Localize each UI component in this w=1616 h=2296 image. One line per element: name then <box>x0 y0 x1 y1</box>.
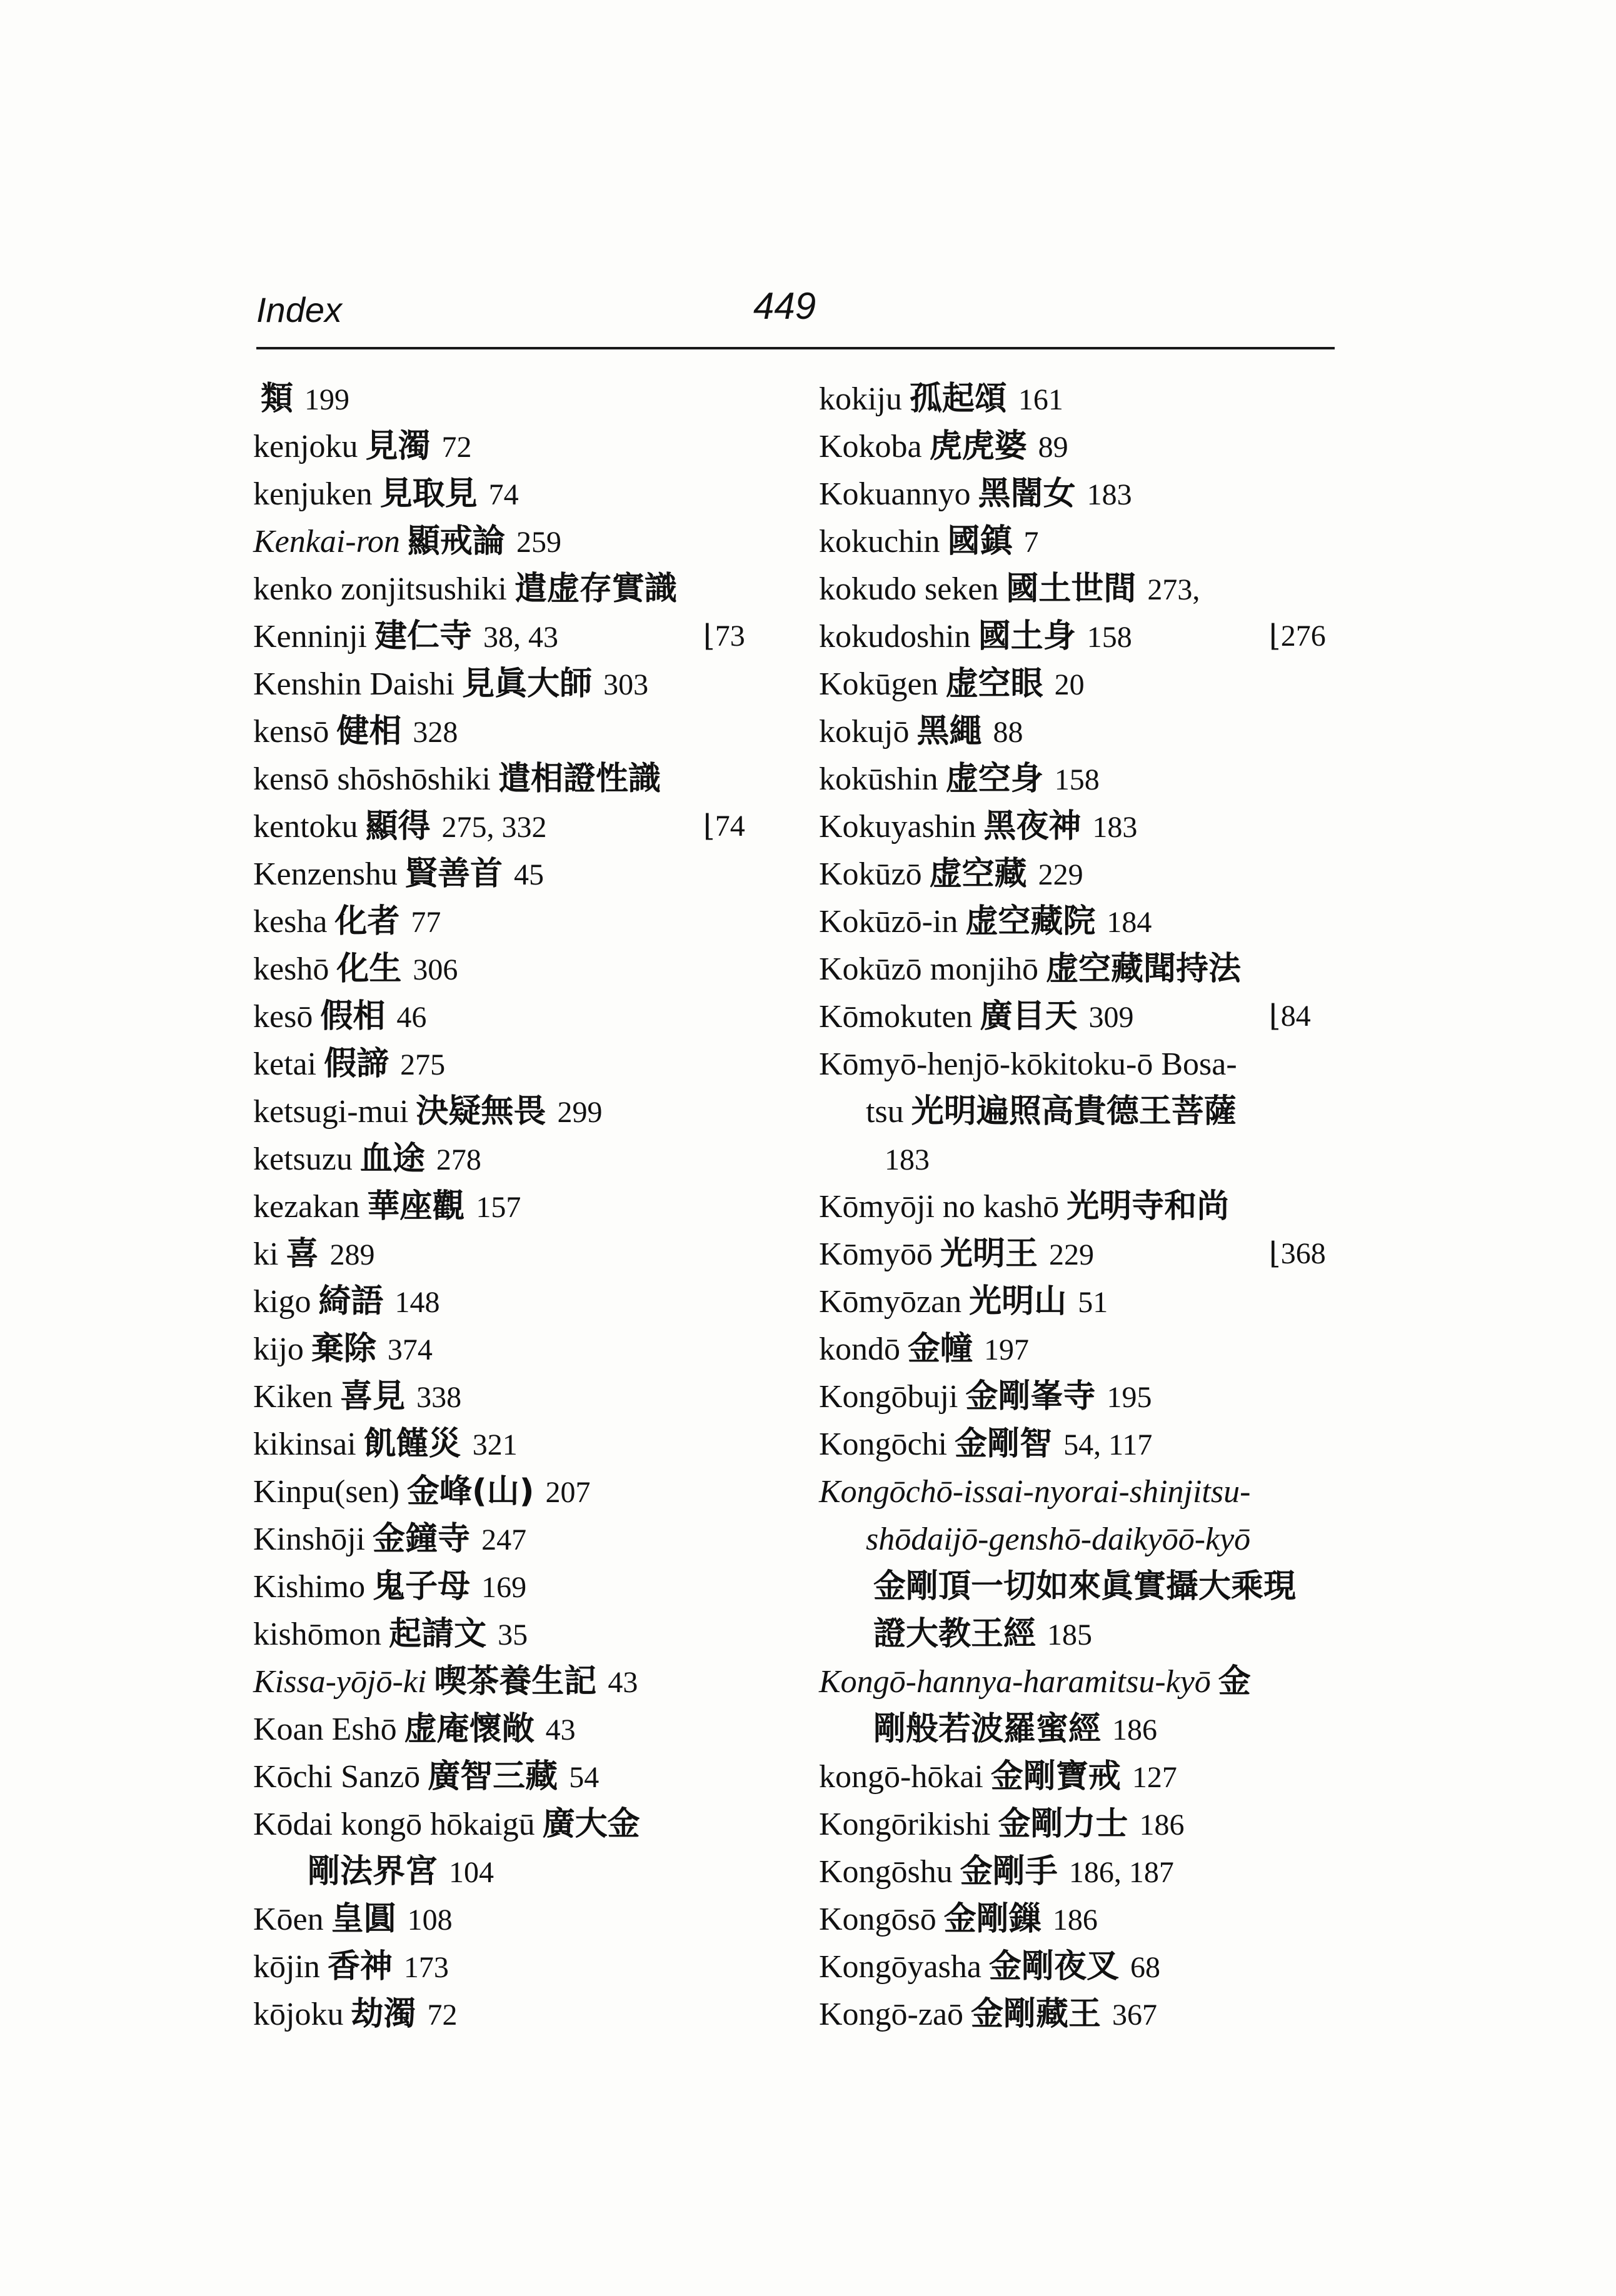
entry-page-ref: 183 <box>1087 478 1132 511</box>
entry-kanji: 光明寺和尚 <box>1066 1188 1230 1225</box>
entry-kanji: 金剛鏁 <box>943 1900 1041 1938</box>
entry-kanji: 光明王 <box>940 1235 1038 1273</box>
index-entry <box>819 1088 1369 1135</box>
entry-term: kondō <box>819 1331 900 1367</box>
entry-term: Kiken <box>253 1379 333 1415</box>
entry-page-ref: 259 <box>516 526 561 559</box>
entry-term: Koan Eshō <box>253 1712 397 1747</box>
index-entry <box>253 898 878 945</box>
entry-term: kōjin <box>253 1949 320 1985</box>
entry-term: Kokuyashin <box>819 809 976 845</box>
entry-kanji: 飢饉災 <box>363 1425 461 1463</box>
entry-term: Kissa-yōjō-ki <box>253 1664 427 1700</box>
entry-kanji: 血途 <box>359 1140 425 1178</box>
entry-kanji: 香神 <box>327 1948 393 1985</box>
entry-page-ref: 35 <box>498 1618 528 1652</box>
entry-page-ref: 185 <box>1047 1618 1093 1652</box>
index-column-right <box>819 375 1369 2038</box>
entry-page-ref: 289 <box>329 1238 375 1271</box>
index-entry <box>819 1563 1369 1610</box>
entry-page-ref: 275, 332 <box>441 811 547 844</box>
entry-kanji: 顯戒論 <box>407 523 505 560</box>
entry-term: kigo <box>253 1284 311 1320</box>
entry-page-ref: 158 <box>1054 763 1100 796</box>
index-entry <box>819 1420 1369 1468</box>
index-entry <box>819 1135 1369 1183</box>
entry-term: kenko zonjitsushiki <box>253 571 507 607</box>
index-entry <box>253 1325 878 1373</box>
entry-page-ref: 303 <box>603 668 649 701</box>
index-entry <box>819 423 1369 470</box>
entry-page-ref: 173 <box>403 1951 449 1984</box>
index-entry <box>819 898 1369 945</box>
entry-page-ref: 108 <box>407 1903 453 1937</box>
entry-term: Kongōrikishi <box>819 1807 991 1842</box>
entry-term: keshō <box>253 951 329 987</box>
entry-kanji: 虚空藏院 <box>965 903 1096 940</box>
entry-kanji: 虚空眼 <box>945 665 1043 703</box>
index-entry <box>253 993 878 1040</box>
index-entry <box>819 1610 1369 1658</box>
index-entry <box>253 375 878 423</box>
entry-term: Kongōbuji <box>819 1379 958 1415</box>
entry-kanji: 國土世間 <box>1006 570 1137 608</box>
entry-kanji: 金剛頂一切如來眞實攝大乘現 <box>873 1568 1297 1605</box>
index-entry <box>819 1278 1369 1325</box>
entry-page-ref: 328 <box>413 716 458 749</box>
index-entry <box>253 708 878 755</box>
entry-page-ref: 7 <box>1023 526 1039 559</box>
index-entry <box>253 613 878 660</box>
entry-kanji: 顯得 <box>365 808 431 845</box>
entry-term: shōdaijō-genshō-daikyōō-kyō <box>866 1521 1251 1557</box>
entry-page-ref: 299 <box>557 1096 603 1129</box>
entry-kanji: 虚空身 <box>945 760 1043 798</box>
entry-kanji: 化者 <box>334 903 400 940</box>
index-entry <box>819 1753 1369 1800</box>
entry-kanji: 金剛峯寺 <box>965 1378 1096 1415</box>
entry-term: kokūshin <box>819 761 938 797</box>
entry-page-ref: 104 <box>449 1856 494 1889</box>
entry-page-ref: 278 <box>436 1143 481 1176</box>
entry-page-ref: 186 <box>1112 1713 1158 1747</box>
index-entry <box>819 708 1369 755</box>
running-header <box>256 284 1335 349</box>
entry-page-ref: 186, 187 <box>1068 1856 1174 1889</box>
entry-term: Kokūgen <box>819 666 938 702</box>
header-title: Index <box>256 290 342 329</box>
index-entry <box>253 1278 878 1325</box>
entry-term: Kokuannyo <box>819 476 971 512</box>
entry-page-ref: 306 <box>413 953 458 986</box>
index-entry <box>253 1515 878 1563</box>
entry-page-ref: 321 <box>472 1428 518 1461</box>
entry-term: Kokūzō monjihō <box>819 951 1038 987</box>
entry-term: Kongō-hannya-haramitsu-kyō <box>819 1664 1211 1700</box>
entry-kanji: 決疑無畏 <box>416 1093 546 1130</box>
index-entry <box>819 993 1369 1040</box>
entry-page-ref: 127 <box>1132 1761 1177 1794</box>
index-entry <box>819 1468 1369 1515</box>
entry-kanji: 遣相證性識 <box>498 760 661 798</box>
index-entry <box>253 470 878 518</box>
entry-kanji: 孤起頌 <box>909 380 1007 418</box>
index-entry <box>253 1468 878 1515</box>
entry-term: kokujō <box>819 714 910 749</box>
entry-term: kōjoku <box>253 1997 344 2032</box>
index-entry <box>819 1990 1369 2038</box>
entry-term: kesha <box>253 904 328 940</box>
index-entry <box>819 755 1369 803</box>
entry-kanji: 類 <box>261 380 294 418</box>
index-entry <box>819 375 1369 423</box>
index-entry <box>253 1848 878 1895</box>
entry-page-ref: 183 <box>1092 811 1138 844</box>
entry-kanji: 虚空藏聞持法 <box>1045 950 1241 988</box>
entry-page-ref: 77 <box>411 906 441 939</box>
index-entry <box>819 1183 1369 1230</box>
entry-kanji: 虎虎婆 <box>929 428 1027 465</box>
index-entry <box>253 1895 878 1943</box>
entry-term: Kokoba <box>819 429 922 464</box>
index-entry <box>253 565 878 613</box>
entry-kanji: 國土身 <box>978 618 1076 655</box>
entry-kanji: 鬼子母 <box>373 1568 471 1605</box>
entry-kanji: 廣智三藏 <box>428 1758 558 1795</box>
entry-kanji: 光明山 <box>969 1283 1067 1320</box>
entry-kanji: 虚空藏 <box>929 855 1027 893</box>
entry-term: Kōmokuten <box>819 999 973 1035</box>
entry-page-ref: 43 <box>608 1666 638 1699</box>
index-entry <box>253 1943 878 1990</box>
entry-term: tsu <box>866 1094 904 1130</box>
index-entry <box>253 850 878 898</box>
entry-continuation-ref: ⌊368 <box>1269 1237 1326 1270</box>
entry-page-ref: 74 <box>488 478 519 511</box>
entry-page-ref: 161 <box>1018 383 1063 416</box>
entry-page-ref: 229 <box>1038 858 1083 891</box>
entry-kanji: 綺語 <box>318 1283 384 1320</box>
entry-page-ref: 68 <box>1130 1951 1160 1984</box>
entry-kanji: 金鐘寺 <box>373 1520 471 1558</box>
entry-page-ref: 88 <box>993 716 1023 749</box>
index-entry <box>819 470 1369 518</box>
entry-term: kenjoku <box>253 429 358 464</box>
entry-term: Kōmyōō <box>819 1236 933 1272</box>
index-entry <box>253 1705 878 1753</box>
entry-page-ref: 338 <box>416 1381 462 1414</box>
index-entry <box>819 1040 1369 1088</box>
entry-page-ref: 20 <box>1054 668 1085 701</box>
entry-page-ref: 309 <box>1088 1001 1134 1034</box>
entry-kanji: 證大教王經 <box>873 1615 1036 1653</box>
entry-term: Kongō-zaō <box>819 1997 964 2032</box>
entry-term: Kongōchi <box>819 1426 948 1462</box>
entry-kanji: 金剛夜叉 <box>988 1948 1119 1985</box>
entry-kanji: 黑繩 <box>916 713 982 750</box>
index-entry <box>819 1373 1369 1420</box>
entry-term: kenjuken <box>253 476 373 512</box>
index-entry <box>253 1990 878 2038</box>
entry-kanji: 見眞大師 <box>462 665 593 703</box>
index-entry <box>253 1658 878 1705</box>
entry-term: Kishimo <box>253 1569 366 1605</box>
entry-page-ref: 207 <box>545 1476 591 1509</box>
entry-page-ref: 45 <box>514 858 545 891</box>
entry-kanji: 國鎮 <box>947 523 1013 560</box>
entry-kanji: 遣虚存實識 <box>514 570 677 608</box>
entry-term: ketai <box>253 1046 317 1082</box>
entry-page-ref: 51 <box>1078 1286 1108 1319</box>
entry-kanji: 金 <box>1218 1663 1251 1700</box>
entry-kanji: 光明遍照高貴德王菩薩 <box>911 1093 1237 1130</box>
index-entry <box>819 1800 1369 1848</box>
index-entry <box>819 660 1369 708</box>
entry-page-ref: 186 <box>1052 1903 1098 1937</box>
entry-kanji: 健相 <box>336 713 402 750</box>
entry-continuation-ref: ⌊276 <box>1269 619 1326 653</box>
entry-page-ref: 148 <box>394 1286 440 1319</box>
index-entry <box>253 1373 878 1420</box>
entry-kanji: 喜 <box>286 1235 319 1273</box>
entry-term: kikinsai <box>253 1426 356 1462</box>
entry-term: Kongōyasha <box>819 1949 981 1985</box>
entry-term: Kokūzō-in <box>819 904 958 940</box>
index-entry <box>253 1563 878 1610</box>
index-entry <box>253 1800 878 1848</box>
index-entry <box>819 1895 1369 1943</box>
entry-term: kokiju <box>819 381 902 417</box>
entry-page-ref: 229 <box>1049 1238 1095 1271</box>
entry-kanji: 廣大金 <box>542 1805 640 1843</box>
entry-page-ref: 195 <box>1107 1381 1152 1414</box>
entry-term: Kenninji <box>253 619 367 654</box>
entry-term: Kongōsō <box>819 1902 936 1937</box>
entry-term: Kokūzō <box>819 856 922 892</box>
index-entry <box>819 1325 1369 1373</box>
entry-page-ref: 38, 43 <box>483 621 558 654</box>
index-entry <box>819 565 1369 613</box>
entry-term: kezakan <box>253 1189 360 1225</box>
index-column-left <box>253 375 878 2038</box>
entry-term: kentoku <box>253 809 358 845</box>
entry-term: kijo <box>253 1331 304 1367</box>
entry-kanji: 喫茶養生記 <box>434 1663 597 1700</box>
entry-continuation-ref: ⌊74 <box>703 810 745 843</box>
entry-term: Kenshin Daishi <box>253 666 455 702</box>
entry-term: kensō shōshōshiki <box>253 761 491 797</box>
entry-kanji: 廣目天 <box>980 998 1078 1035</box>
entry-page-ref: 43 <box>545 1713 576 1747</box>
entry-kanji: 金剛寶戒 <box>990 1758 1121 1795</box>
entry-term: Kōen <box>253 1902 324 1937</box>
entry-page-ref: 157 <box>476 1191 521 1224</box>
index-entry <box>819 1848 1369 1895</box>
index-entry <box>819 1515 1369 1563</box>
index-entry <box>253 1040 878 1088</box>
entry-term: Kinpu(sen) <box>253 1474 399 1510</box>
index-entry <box>253 1230 878 1278</box>
entry-kanji: 虚庵懷敞 <box>404 1710 534 1748</box>
entry-kanji: 黑闇女 <box>978 475 1076 513</box>
entry-term: kokuchin <box>819 524 940 559</box>
index-entry <box>253 660 878 708</box>
entry-kanji: 見取見 <box>379 475 478 513</box>
entry-page-ref: 273, <box>1147 573 1200 606</box>
page-number: 449 <box>753 285 816 327</box>
entry-kanji: 棄除 <box>311 1330 376 1368</box>
index-entry <box>253 803 878 850</box>
entry-page-ref: 54 <box>569 1761 600 1794</box>
index-entry <box>253 1088 878 1135</box>
entry-page-ref: 367 <box>1112 1998 1158 2032</box>
entry-kanji: 金剛藏王 <box>971 1995 1102 2033</box>
entry-page-ref: 183 <box>885 1143 930 1176</box>
entry-term: ketsugi-mui <box>253 1094 409 1130</box>
entry-term: Kōmyōzan <box>819 1284 962 1320</box>
entry-page-ref: 158 <box>1087 621 1132 654</box>
entry-term: kokudo seken <box>819 571 999 607</box>
entry-term: Kongōchō-issai-nyorai-shinjitsu- <box>819 1474 1251 1510</box>
entry-term: kokudoshin <box>819 619 971 654</box>
entry-kanji: 喜見 <box>340 1378 406 1415</box>
index-entry <box>819 518 1369 565</box>
entry-term: Kōdai kongō hōkaigū <box>253 1807 535 1842</box>
entry-kanji: 金幢 <box>908 1330 973 1368</box>
entry-kanji: 劫濁 <box>351 1995 416 2033</box>
entry-page-ref: 89 <box>1038 431 1068 464</box>
index-entry <box>819 850 1369 898</box>
entry-term: Kongōshu <box>819 1854 953 1890</box>
entry-page-ref: 374 <box>387 1333 433 1366</box>
entry-page-ref: 186 <box>1139 1808 1185 1842</box>
entry-term: ketsuzu <box>253 1141 353 1177</box>
entry-page-ref: 197 <box>984 1333 1030 1366</box>
entry-kanji: 建仁寺 <box>374 618 472 655</box>
entry-page-ref: 72 <box>441 431 472 464</box>
entry-term: kesō <box>253 999 313 1035</box>
entry-kanji: 金剛力士 <box>998 1805 1128 1843</box>
index-entry <box>253 518 878 565</box>
entry-page-ref: 169 <box>481 1571 527 1604</box>
entry-kanji: 化生 <box>336 950 402 988</box>
entry-page-ref: 247 <box>481 1523 527 1557</box>
entry-kanji: 見濁 <box>365 428 431 465</box>
index-entry <box>819 945 1369 993</box>
entry-term: kongō-hōkai <box>819 1759 983 1795</box>
entry-term: Kōchi Sanzō <box>253 1759 421 1795</box>
entry-page-ref: 275 <box>400 1048 446 1081</box>
index-entry <box>253 1610 878 1658</box>
entry-term: kishōmon <box>253 1617 382 1652</box>
index-entry <box>819 803 1369 850</box>
entry-kanji: 剛般若波羅蜜經 <box>873 1710 1102 1748</box>
entry-term: kensō <box>253 714 329 749</box>
index-entry <box>253 1420 878 1468</box>
entry-term: Kenkai-ron <box>253 524 400 559</box>
entry-term: Kenzenshu <box>253 856 398 892</box>
index-entry <box>253 1135 878 1183</box>
index-entry <box>819 1705 1369 1753</box>
entry-kanji: 華座觀 <box>367 1188 465 1225</box>
entry-term: Kōmyō-henjō-kōkitoku-ō Bosa- <box>819 1046 1237 1082</box>
entry-kanji: 黑夜神 <box>983 808 1082 845</box>
entry-kanji: 金峰(山) <box>406 1473 534 1510</box>
entry-kanji: 皇圓 <box>331 1900 396 1938</box>
index-entry <box>253 1183 878 1230</box>
entry-term: Kinshōji <box>253 1521 366 1557</box>
entry-kanji: 假相 <box>320 998 386 1035</box>
entry-continuation-ref: ⌊84 <box>1269 1000 1311 1033</box>
index-entry <box>819 1943 1369 1990</box>
entry-term: ki <box>253 1236 279 1272</box>
entry-page-ref: 199 <box>304 383 350 416</box>
entry-page-ref: 72 <box>427 1998 458 2032</box>
index-entry <box>819 613 1369 660</box>
index-entry <box>819 1230 1369 1278</box>
entry-kanji: 金剛手 <box>960 1853 1058 1890</box>
index-entry <box>253 945 878 993</box>
entry-kanji: 假諦 <box>324 1045 389 1083</box>
entry-continuation-ref: ⌊73 <box>703 619 745 653</box>
index-entry <box>253 1753 878 1800</box>
entry-kanji: 剛法界宮 <box>308 1853 438 1890</box>
entry-kanji: 起請文 <box>389 1615 487 1653</box>
index-entry <box>253 423 878 470</box>
entry-term: Kōmyōji no kashō <box>819 1189 1060 1225</box>
index-entry <box>819 1658 1369 1705</box>
entry-page-ref: 46 <box>396 1001 427 1034</box>
entry-kanji: 賢善首 <box>405 855 503 893</box>
index-entry <box>253 755 878 803</box>
entry-kanji: 金剛智 <box>955 1425 1053 1463</box>
entry-page-ref: 184 <box>1107 906 1152 939</box>
entry-page-ref: 54, 117 <box>1063 1428 1153 1461</box>
